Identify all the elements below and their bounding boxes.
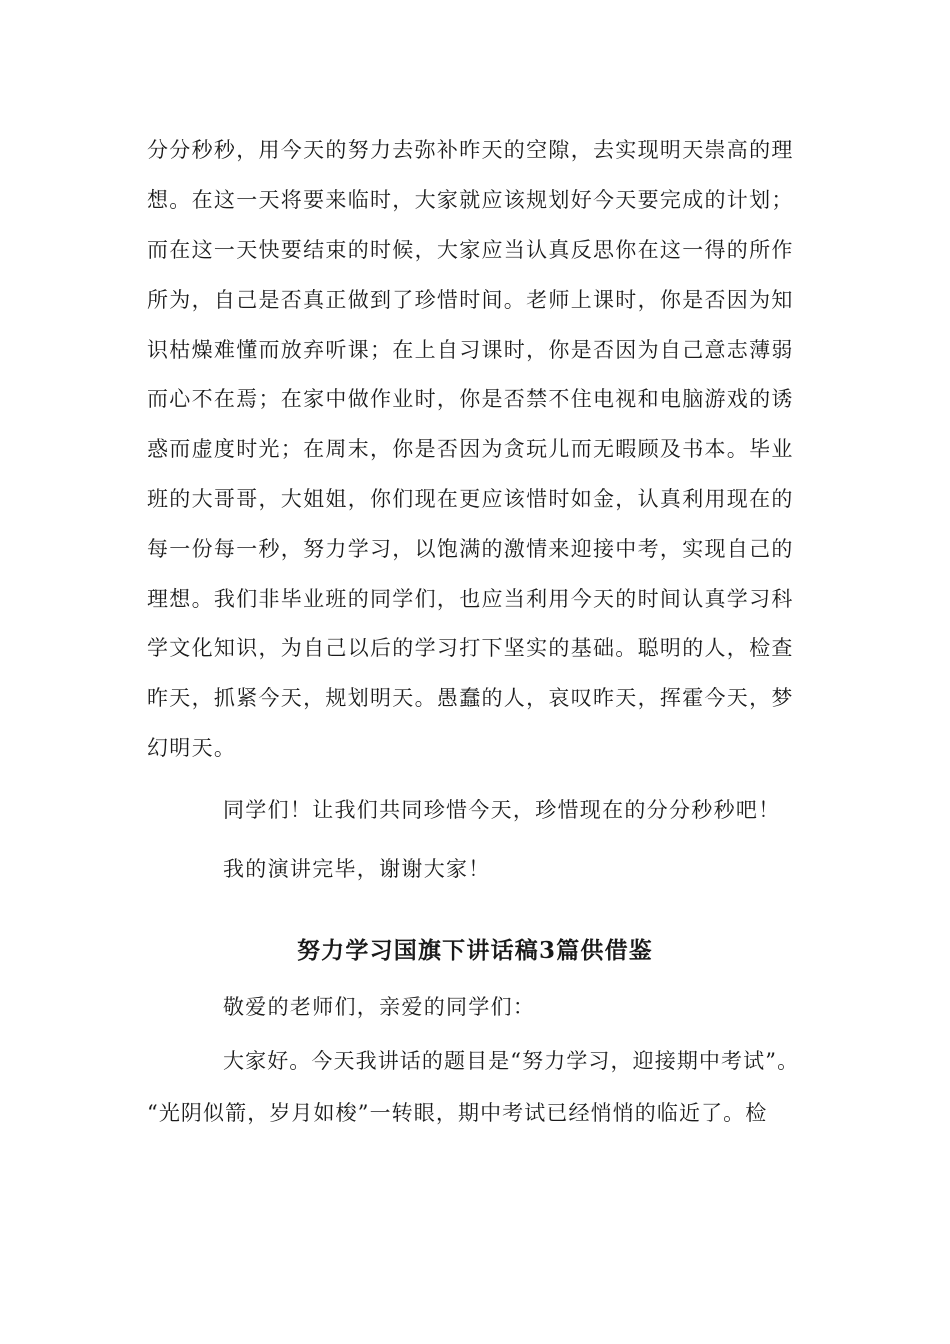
body-text-line: 分分秒秒，用今天的努力去弥补昨天的空隙，去实现明天崇高的理	[147, 138, 794, 162]
greeting-line: 敬爱的老师们，亲爱的同学们：	[223, 995, 536, 1019]
body-text-line: 大家好。今天我讲话的题目是“努力学习，迎接期中考试”。	[223, 1049, 800, 1073]
body-text-line: 学文化知识，为自己以后的学习打下坚实的基础。聪明的人，检查	[147, 636, 794, 660]
body-text-line: 而在这一天快要结束的时候，大家应当认真反思你在这一得的所作	[147, 238, 794, 262]
closing-line: 同学们！让我们共同珍惜今天，珍惜现在的分分秒秒吧！	[223, 798, 781, 822]
body-text-line: 所为，自己是否真正做到了珍惜时间。老师上课时，你是否因为知	[147, 288, 794, 312]
closing-line: 我的演讲完毕，谢谢大家！	[223, 857, 491, 881]
body-text-line: 理想。我们非毕业班的同学们，也应当利用今天的时间认真学习科	[147, 587, 794, 611]
body-text-line: 想。在这一天将要来临时，大家就应该规划好今天要完成的计划；	[147, 188, 794, 212]
body-text-line: 昨天，抓紧今天，规划明天。愚蠢的人，哀叹昨天，挥霍今天，梦	[147, 686, 794, 710]
body-text-line: 幻明天。	[147, 736, 237, 760]
body-text-line: “光阴似箭，岁月如梭”一转眼，期中考试已经悄悄的临近了。检	[147, 1101, 768, 1125]
body-text-line: 识枯燥难懂而放弃听课；在上自习课时，你是否因为自己意志薄弱	[147, 338, 794, 362]
body-text-line: 而心不在焉；在家中做作业时，你是否禁不住电视和电脑游戏的诱	[147, 387, 794, 411]
section-title: 努力学习国旗下讲话稿3篇供借鉴	[296, 937, 653, 964]
body-text-line: 班的大哥哥，大姐姐，你们现在更应该惜时如金，认真利用现在的	[147, 487, 794, 511]
body-text-line: 惑而虚度时光；在周末，你是否因为贪玩儿而无暇顾及书本。毕业	[147, 437, 794, 461]
body-text-line: 每一份每一秒，努力学习，以饱满的激情来迎接中考，实现自己的	[147, 537, 794, 561]
